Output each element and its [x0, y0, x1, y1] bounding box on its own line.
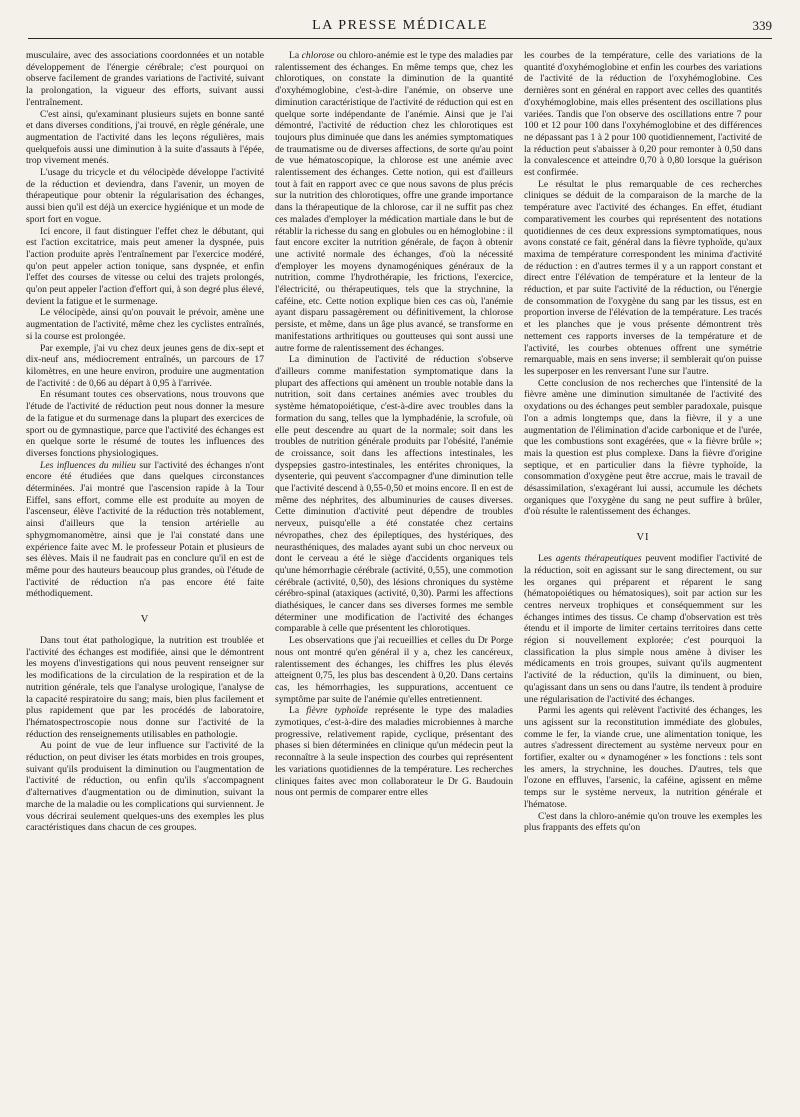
paragraph: les courbes de la température, celle des variations de la quantité d'oxyhémoglobine et enfin les courbes des variations de l'activité de la réduction de l'oxyhémoglobine. Ces dernières sont en général en rapport avec celles des quantités d'oxyhémoglobine, mais elles présentent des oscillations plus variées. Tandis que l'on observe des oscillations entre 7 pour 100 et 12 pour 100 dans l'oxyhémoglobine et des différences ne dépassant pas 1 à 2 pour 100 quotidiennement, l'activité de la réduction peut s'abaisser à 0,20 pour remonter à 0,50 dans la convalescence et atteindre 0,70 à 0,80 lorsque la guérison est confirmée.: [524, 50, 762, 179]
page-number: 339: [752, 18, 772, 33]
paragraph: Le résultat le plus remarquable de ces recherches cliniques se déduit de la comparaison de la marche de la température avec l'activité des échanges. En effet, étudiant comparativement les courbes qui représentent des notations quotidiennes de ces deux expressions symptomatiques, nous avons constaté ce fait, général dans la fièvre typhoïde, qu'aux maxima de température correspondent les minima d'activité de réduction : en d'autres termes il y a un rapport constant et direct entre l'élévation de température et la lenteur de la réduction, et par suite l'activité de la réduction, ou l'énergie de consommation de l'oxygène du sang par les tissus, est en proportion inverse de l'élévation de la température. Les tracés et les planches que je vous présente démontrent très nettement ces rapports inverses de la température et de l'activité, les courbes obtenues offrent une symétrie remarquable, mais en sens inverse; il semblerait qu'on puisse les superposer en les renversant l'une sur l'autre.: [524, 178, 762, 377]
paragraph: [275, 705, 513, 799]
column-middle: [275, 50, 513, 1109]
paragraph-text: Les: [538, 553, 556, 565]
paragraph: [26, 460, 264, 600]
paragraph: [275, 50, 513, 354]
paragraph: Parmi les agents qui relèvent l'activité des échanges, les uns agissent sur la reconstitution immédiate des globules, comme le fer, la viande crue, une alimentation tonique, les autres s'adressent directement au système nerveux pour en fortifier, exalter ou « dynamogéner » les fonctions : tels sont les amers, la strychnine, les douches. D'autres, tels que l'ozone en effluves, l'arsenic, la caféine, agissent en même temps sur le système nerveux, la nutrition générale et l'hématose.: [524, 705, 762, 810]
paragraph: L'usage du tricycle et du vélocipède développe l'activité de la réduction et deviendra, dans l'avenir, un moyen de thérapeutique pour obtenir la régularisation des échanges, aussi bien qu'il est déjà un exercice hygiénique et un mode de sport fort en vogue.: [26, 167, 264, 225]
paragraph-text: La: [289, 705, 307, 717]
section-heading: VI: [636, 532, 650, 544]
paragraph: C'est ainsi, qu'examinant plusieurs sujets en bonne santé et dans diverses conditions, j'ai trouvé, en règle générale, une augmentation de l'activité dans les leçons régulières, mais quelquefois aussi une diminution à la suite d'assauts à l'épée, trop vivement menés.: [26, 108, 264, 167]
paragraph: Par exemple, j'ai vu chez deux jeunes gens de dix-sept et dix-neuf ans, médiocrement entraînés, un parcours de 17 kilomètres, en une heure environ, produire une augmentation de l'activité : de 0,66 au départ à 0,95 à l'arrivée.: [26, 342, 264, 389]
paragraph: Dans tout état pathologique, la nutrition est troublée et l'activité des échanges est modifiée, ainsi que le démontrent les moyens d'investigations qui nous peuvent renseigner sur les modifications de la circulation de la respiration et de la nutrition générale, tels que l'analyse urologique, l'analyse de la capacité respiratoire du sang; mais, bien plus facilement et plus rapidement que par les procédés de laboratoire, l'hématospectroscopie nous donne sur l'activité de la réduction des renseignements utilisables en pathologie.: [26, 635, 264, 740]
paragraph-text: sur l'activité des échanges n'ont encore été étudiées que dans quelques circonstances déterminées. J'ai montré que l'ascension rapide à la Tour Eiffel, sans effort, comme elle est produite au moyen de l'ascenseur, élève l'activité de la réduction très notablement, ainsi d'ailleurs que la tension artérielle au sphygmomanomètre, ainsi que je l'ai constaté dans une expérience faite avec M. le professeur Potain et plusieurs de ses élèves. Mais il ne faudrait pas en conclure qu'il en est de même pour des hauteurs beaucoup plus grandes, où l'étude de l'activité de réduction n'a pas encore été faite méthodiquement.: [26, 459, 264, 600]
column-right: [524, 50, 762, 1109]
paragraph-text: représente le type des maladies zymotiques, c'est-à-dire des maladies microbiennes à marche progressive, relativement rapide, cyclique, présentant des phases si bien déterminées en clinique qu'un médecin peut la reconnaître à la seule inspection des courbes qui représentent les variations quotidiennes de la température. Les recherches cliniques faites avec mon collaborateur le Dr G. Baudouin nous ont permis de comparer entre elles: [275, 705, 513, 799]
paragraph: [524, 553, 762, 705]
italic-term: agents thérapeutiques: [555, 553, 642, 565]
running-header: [28, 16, 772, 39]
paragraph: Ici encore, il faut distinguer l'effet chez le débutant, qui est l'action excitatrice, mais peut amener la dyspnée, puis l'action produite après l'entraînement par l'exercice modéré, qu'on peut appeler action tonique, sans dyspnée, et enfin l'effet des courses de vitesse ou celui des trajets prolongés, qu'on peut appeler l'action d'effort qui, à son degré plus élevé, devient la fatigue et le surmenage.: [26, 225, 264, 307]
paragraph-text: La: [289, 50, 302, 61]
paragraph: Les observations que j'ai recueillies et celles du Dr Porge nous ont montré qu'en général il y a, chez les cancéreux, ralentissement des échanges, les chiffres les plus élevés atteignent 0,75, les plus bas descendent à 0,20. Dans certains cas, les hémorrhagies, les suppurations, accentuent ce symptôme par suite de l'anémie qu'elles entretiennent.: [275, 635, 513, 705]
paragraph: La diminution de l'activité de réduction s'observe d'ailleurs comme manifestation symptomatique dans la plupart des affections qui amènent un trouble notable dans la nutrition, soit dans certaines anémies avec troubles du système hématopoiétique, c'est-à-dire avec troubles dans la formation du sang, telles que la lymphadénie, la scrofule, où elle peut descendre au quart de la normale; soit dans les troubles de nutrition générale produits par l'obésité, l'anémie de croissance, soit dans les affections intestinales, les dyspepsies gastro-intestinales, les entérites chroniques, la dysenterie, qui peuvent s'accompagner d'une diminution telle que l'activité descend à 0,55-0,50 et moins encore. Il en est de même des néphrites, des albuminuries de causes diverses. Cette diminution d'activité peut dépendre de troubles nerveux, puisqu'elle a été constatée chez certains névropathes, chez des épileptiques, des hystériques, des neurasthéniques, des malades ayant subi un choc nerveux ou dont le cerveau a été le siège d'accidents organiques tels qu'une hémorrhagie cérébrale (activité, 0,55), une commotion cérébrale (activité, 0,50), des lésions chroniques du système cérébro-spinal (ataxiques (activité, 0,30). Parmi les affections diathésiques, le cancer dans ses diverses formes me semble déterminer une modification de l'activité des échanges comparable à celle que présentent les chlorotiques.: [275, 354, 513, 635]
paragraph: Au point de vue de leur influence sur l'activité de la réduction, on peut diviser les états morbides en trois groupes, suivant qu'ils produisent la diminution ou l'augmentation de l'activité de réduction, ou enfin qu'ils s'accompagnent d'alternatives d'augmentation ou de diminution, suivant la marche de la maladie ou les complications qui surviennent. Je vous décrirai seulement quelques-uns des exemples les plus caractéristiques dans chacun de ces groupes.: [26, 740, 264, 834]
text-columns: [26, 50, 778, 1109]
italic-term: chlorose: [301, 50, 335, 61]
italic-term: Les influences du milieu: [40, 459, 136, 471]
paragraph-text: ou chloro-anémie est le type des maladies par ralentissement des échanges. En même temps que, chez les chlorotiques, on constate la diminution de la quantité d'oxyhémoglobine, c'est-à-dire l'anémie, on observe une diminution caractéristique de l'activité de réduction qui est en quelque sorte indépendante de l'anémie. Ainsi que je l'ai démontré, l'activité de réduction chez les chlorotiques est toujours plus diminuée que dans les anémies symptomatiques de traumatisme ou de diverses affections, de sorte qu'au point de vue hématoscopique, la chlorose est une anémie avec ralentissement des échanges. Cette notion, qui est d'ailleurs tout à fait en rapport avec ce que nous savons de plus précis sur la nutrition des chlorotiques, offre une grande importance dans la thérapeutique de la chlorose, car il ne suffit pas chez ces malades d'employer la médication martiale dans le but de rétablir la richesse du sang en globules ou en hémoglobine : il faut encore exciter la nutrition générale, de façon à obtenir une activité normale des échanges, d'où la nécessité d'employer les moyens dynamogéniques généraux de la nutrition, comme l'hydrothérapie, les frictions, l'exercice, l'électricité, ou thérapeutiques, tels que la strychnine, la caféine, etc. Cette notion explique bien ces cas où, l'anémie ayant disparu passagèrement ou définitivement, la chlorose persiste, et même, dans un âge plus avancé, se transforme en manifestations arthritiques ou goutteuses qui sont aussi une autre forme de ralentissement des échanges.: [275, 50, 513, 354]
italic-term: fièvre typhoïde: [306, 705, 368, 717]
paragraph: En résumant toutes ces observations, nous trouvons que l'étude de l'activité de réduction peut nous donner la mesure de la fatigue et du surmenage dans la plupart des exercices de sport ou de gymnastique, parce que l'activité des échanges est en quelque sorte le résumé de toutes les influences des diverses fonctions physiologiques.: [26, 389, 264, 459]
column-left: [26, 50, 264, 1109]
section-heading: V: [140, 614, 150, 626]
paragraph: musculaire, avec des associations coordonnées et un notable développement de l'énergie cérébrale; c'est pourquoi on observe facilement de grandes variations de l'activité, suivant la prolongation, la vigueur des efforts, suivant aussi l'entraînement.: [26, 50, 264, 108]
paragraph: C'est dans la chloro-anémie qu'on trouve les exemples les plus frappants des effets qu'on: [524, 810, 762, 834]
paragraph: Le vélocipède, ainsi qu'on pouvait le prévoir, amène une augmentation de l'activité, même chez les cyclistes entraînés, si la course est prolongée.: [26, 307, 264, 342]
paragraph: Cette conclusion de nos recherches que l'intensité de la fièvre amène une diminution simultanée de l'activité des oxydations ou des échanges peut sembler paradoxale, puisque l'on a admis longtemps que, dans la fièvre, il y a une augmentation de l'élimination d'acide carbonique et de l'urée, que les combustions sont exagérées, que « la fièvre brûle »; mais la question est plus complexe. Dans la fièvre d'origine septique, et en particulier dans la fièvre typhoïde, la consommation d'oxygène peut être accrue, mais le travail de désassimilation, s'exagérant lui aussi, accumule les déchets organiques que l'oxygène du sang ne peut suffire à brûler, d'où résulte le ralentissement des échanges.: [524, 377, 762, 518]
journal-title: LA PRESSE MÉDICALE: [312, 18, 488, 33]
paragraph-text: peuvent modifier l'activité de la réduction, soit en agissant sur le sang directement, ou sur les organes qui préparent et réparent le sang (hématopoiétiques ou hématosiques), soit par action sur les centres nerveux trophiques et conséquemment sur les échanges intimes des tissus. Ce champ d'observation est très étendu et il importe de limiter certains territoires dans cette région si nouvellement explorée; c'est pourquoi la classification la plus simple nous amène à diviser les médicaments en trois groupes, suivant qu'ils augmentent l'activité de la réduction, qu'ils la diminuent, ou bien, qu'agissant dans un sens ou dans l'autre, ils tendent à produire une régularisation de l'activité des échanges.: [524, 553, 762, 705]
